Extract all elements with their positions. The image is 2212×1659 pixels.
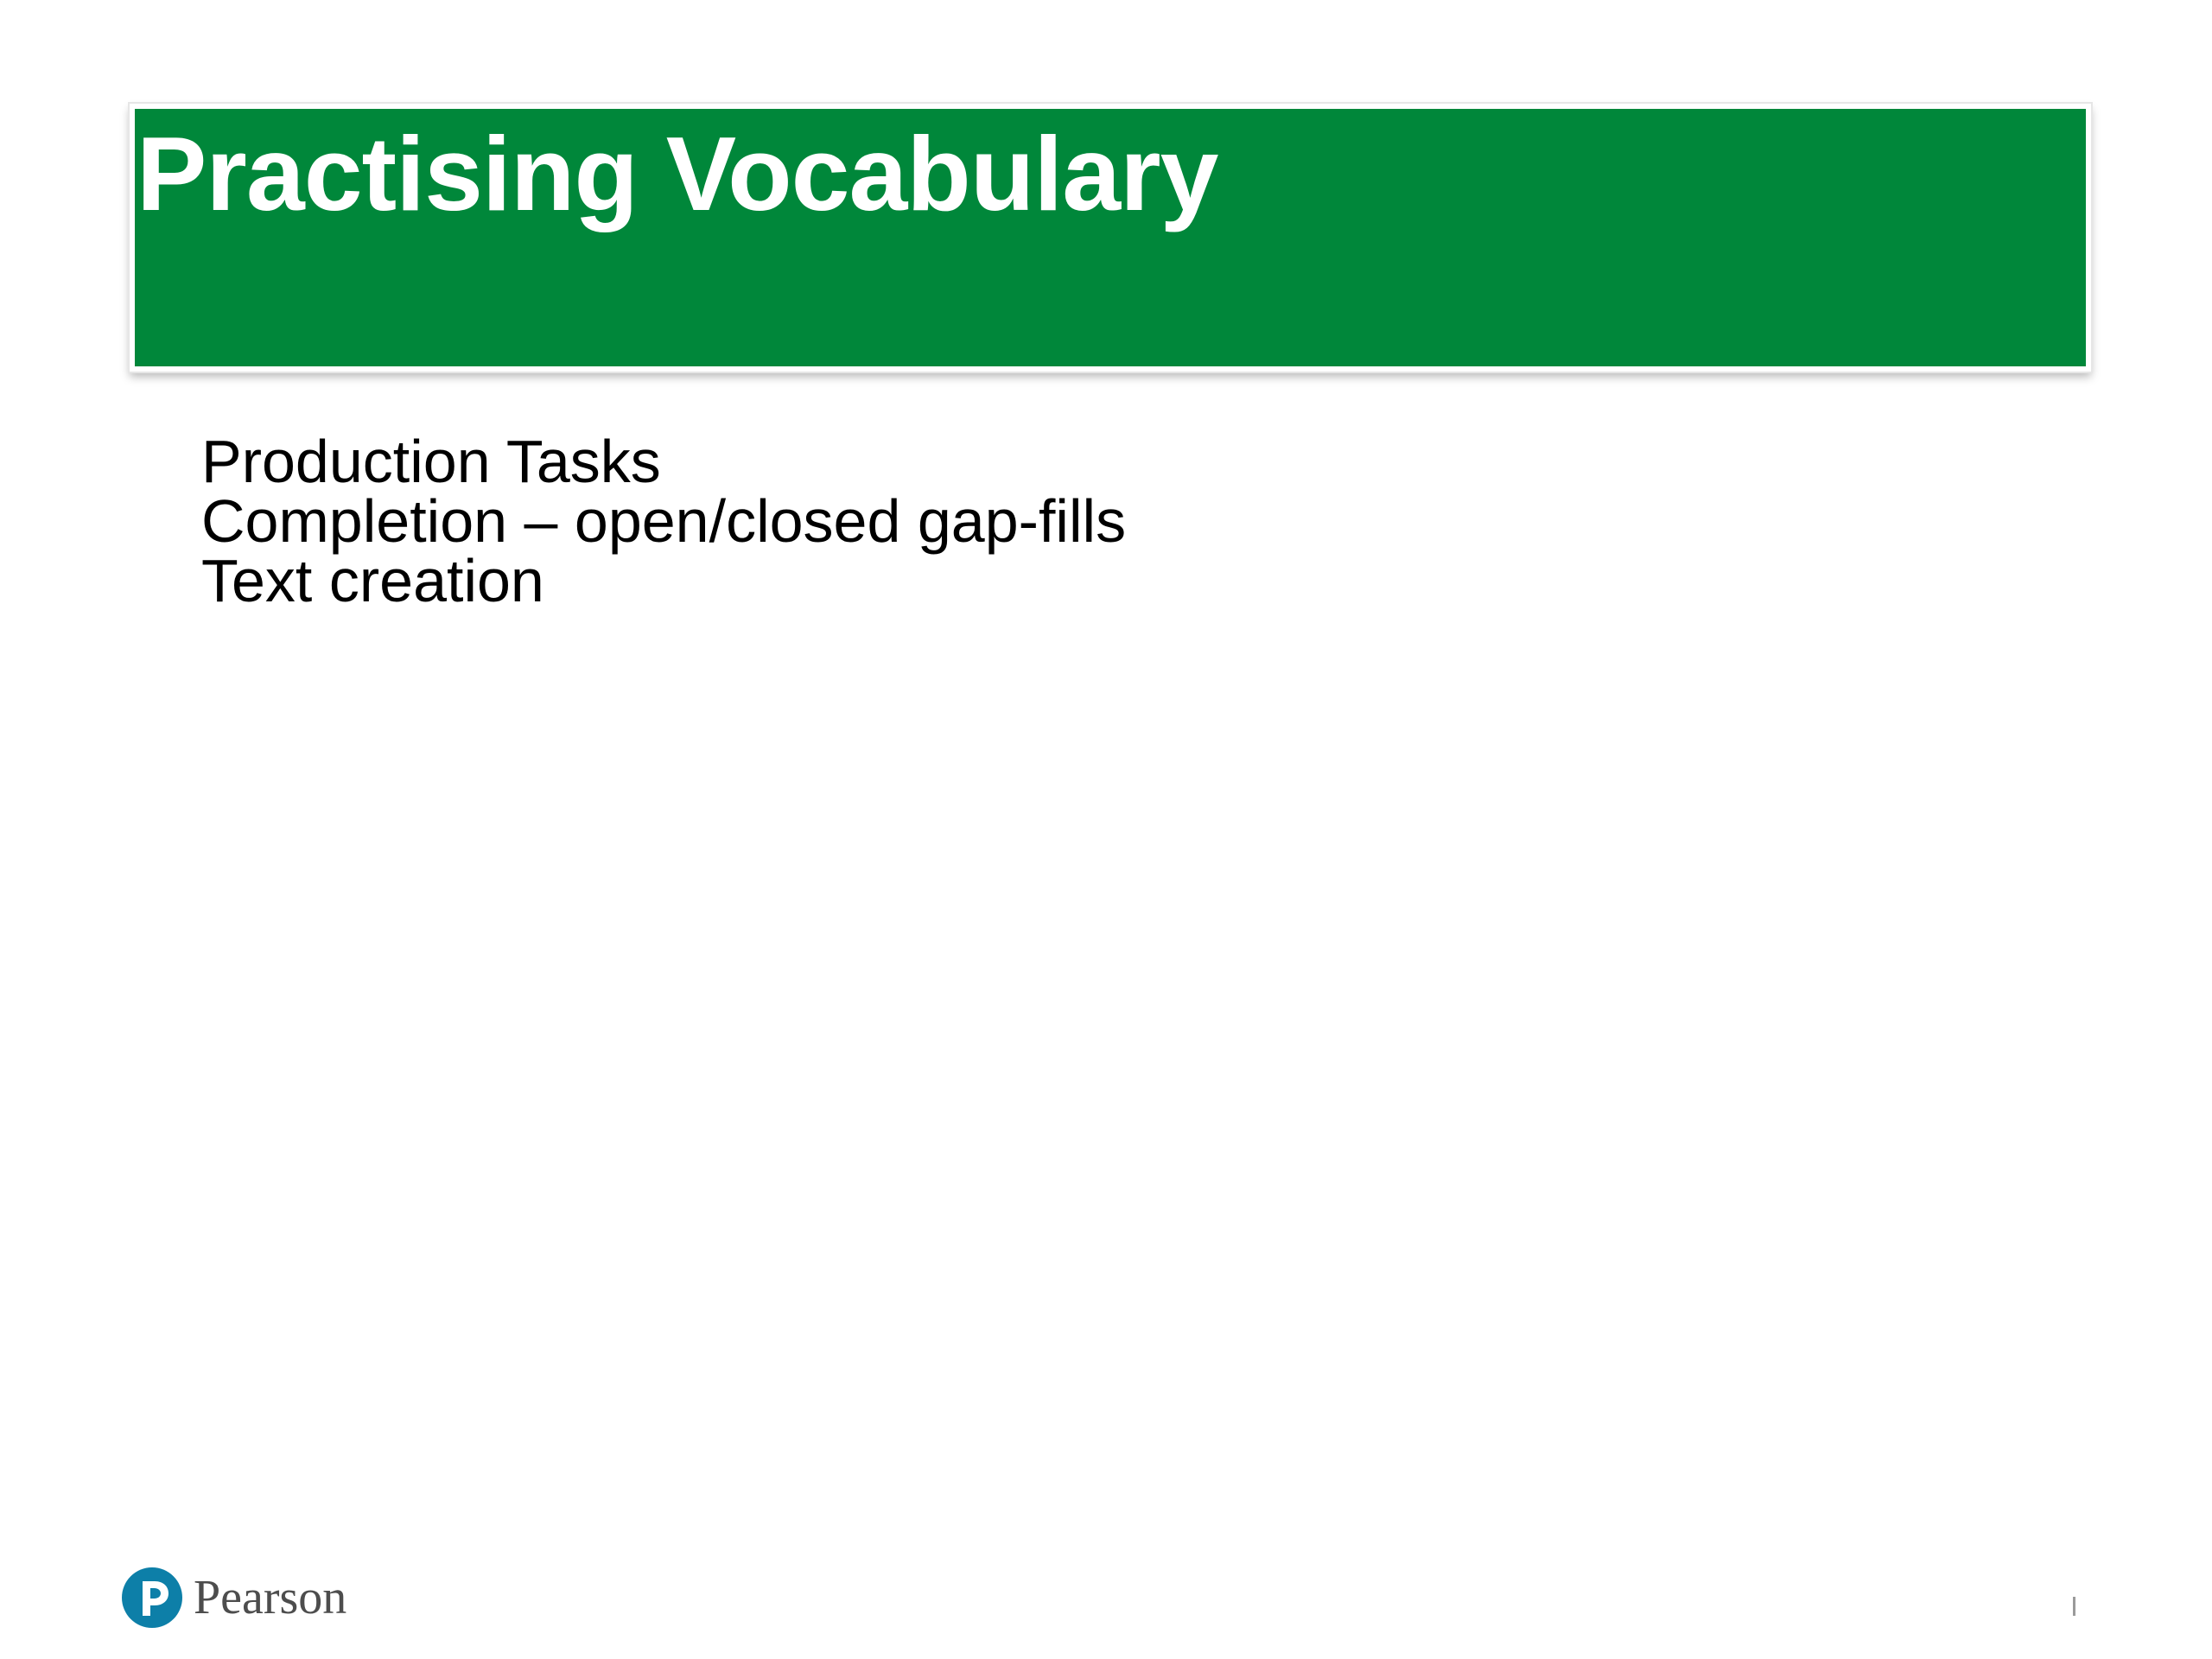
pearson-wordmark: Pearson xyxy=(194,1571,347,1624)
bullet-item-production-tasks: Production Tasks xyxy=(201,428,661,495)
bullet-list xyxy=(201,428,1127,614)
pearson-p-logo-icon xyxy=(121,1567,183,1629)
pearson-logo xyxy=(121,1562,346,1633)
slide-title: Practising Vocabulary xyxy=(137,115,1218,232)
bullet-item-text-creation: Text creation xyxy=(201,547,544,614)
title-bar xyxy=(130,104,2091,372)
page-number-mark xyxy=(2073,1597,2075,1616)
bullet-item-completion: Completion – open/closed gap-fills xyxy=(201,487,1127,555)
